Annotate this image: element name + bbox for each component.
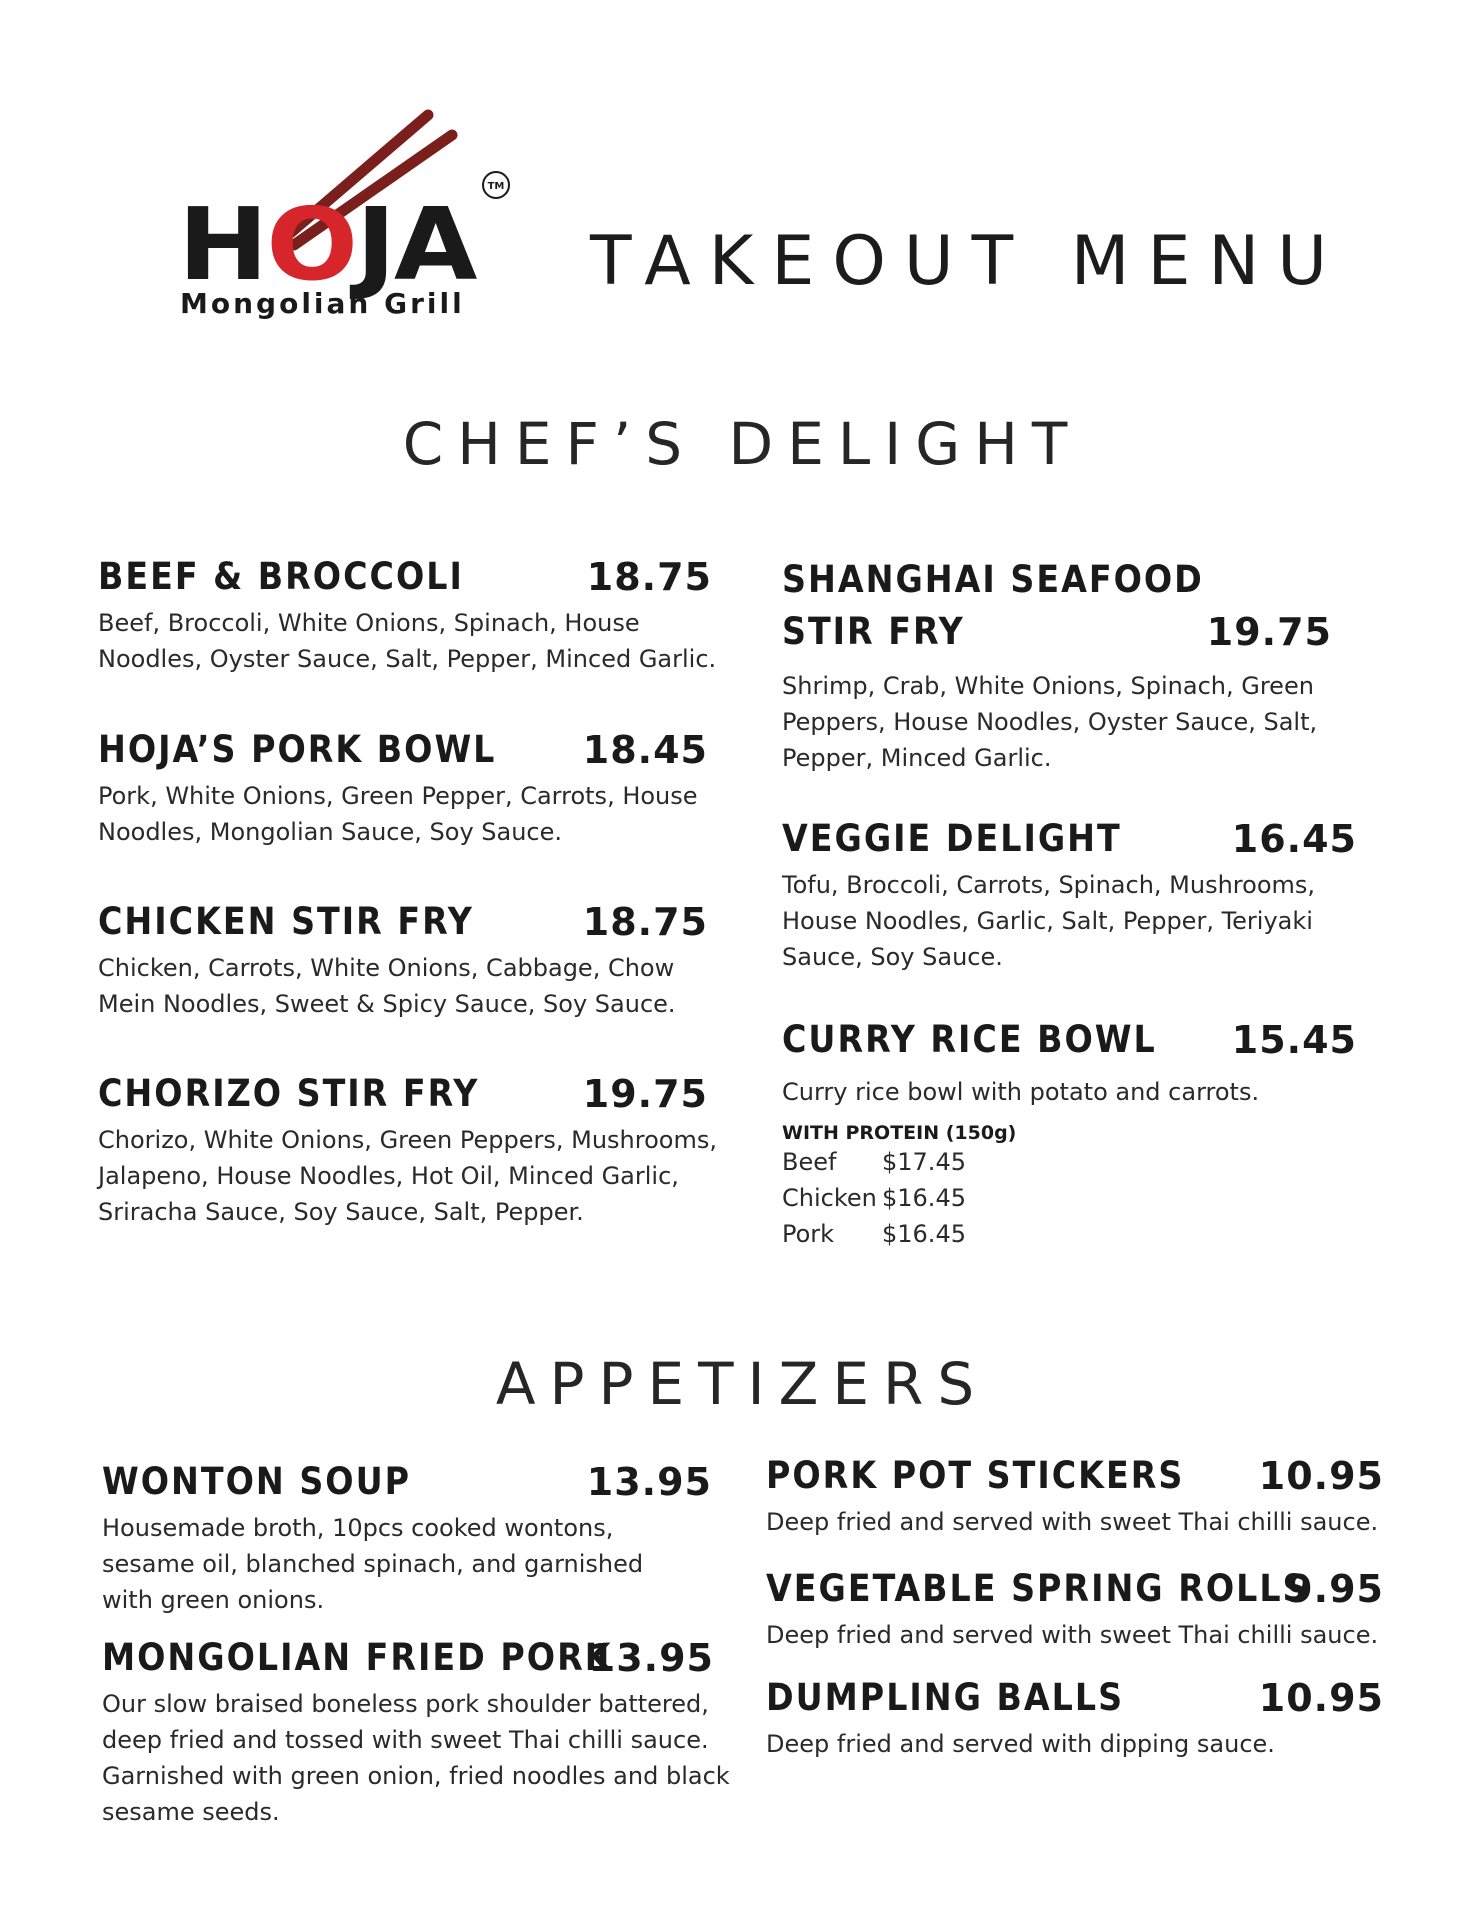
item-description: Deep fried and served with dipping sauce. <box>766 1730 1275 1758</box>
protein-price: $17.45 <box>882 1148 966 1176</box>
protein-option-pork <box>782 1216 1357 1252</box>
menu-item-mongolian-fried-pork <box>102 1636 730 1830</box>
item-price: 10.95 <box>1258 1676 1384 1720</box>
menu-item-shanghai-seafood <box>782 558 1352 776</box>
protein-options-list <box>782 1144 1357 1252</box>
item-description: Pork, White Onions, Green Pepper, Carrots, House Noodles, Mongolian Sauce, Soy Sauce. <box>98 782 698 846</box>
item-name: VEGGIE DELIGHT <box>782 817 1122 860</box>
item-price: 18.75 <box>582 900 708 944</box>
menu-item-beef-broccoli <box>98 555 717 677</box>
protein-name: Chicken <box>782 1184 877 1212</box>
item-name-line-2: STIR FRY <box>782 610 965 653</box>
item-description: Housemade broth, 10pcs cooked wontons, sesame oil, blanched spinach, and garnished with green onions. <box>102 1514 644 1614</box>
item-name: HOJA’S PORK BOWL <box>98 728 497 771</box>
item-name: DUMPLING BALLS <box>766 1676 1125 1719</box>
item-price: 16.45 <box>1231 817 1357 861</box>
logo-subtitle: Mongolian Grill <box>180 287 465 320</box>
item-name: MONGOLIAN FRIED PORK <box>102 1636 613 1679</box>
item-name: PORK POT STICKERS <box>766 1454 1185 1497</box>
item-description: Beef, Broccoli, White Onions, Spinach, House Noodles, Oyster Sauce, Salt, Pepper, Minced Garlic. <box>98 609 717 673</box>
item-description: Chorizo, White Onions, Green Peppers, Mushrooms, Jalapeno, House Noodles, Hot Oil, Minced Garlic, Sriracha Sauce, Soy Sauce, Salt, Pepper. <box>98 1126 717 1226</box>
menu-item-curry-rice-bowl <box>782 1018 1357 1252</box>
menu-item-pork-bowl <box>98 728 708 850</box>
item-description: Chicken, Carrots, White Onions, Cabbage, Chow Mein Noodles, Sweet & Spicy Sauce, Soy Sauce. <box>98 954 676 1018</box>
item-name: BEEF & BROCCOLI <box>98 555 464 598</box>
item-price: 19.75 <box>582 1072 708 1116</box>
item-name-line-1: SHANGHAI SEAFOOD <box>782 558 1204 601</box>
item-description: Our slow braised boneless pork shoulder battered, deep fried and tossed with sweet Thai chilli sauce. Garnished with green onion, fried noodles and black sesame seeds. <box>102 1690 730 1826</box>
logo-wordmark <box>178 186 476 303</box>
item-name: CHORIZO STIR FRY <box>98 1072 480 1115</box>
item-name: VEGETABLE SPRING ROLLS <box>766 1567 1309 1610</box>
protein-price: $16.45 <box>882 1220 966 1248</box>
item-name: WONTON SOUP <box>102 1460 412 1503</box>
item-price: 13.95 <box>588 1636 714 1680</box>
page-title: TAKEOUT MENU <box>590 222 1346 301</box>
menu-item-vegetable-spring-rolls <box>766 1567 1384 1653</box>
protein-option-chicken <box>782 1180 1357 1216</box>
item-name: CHICKEN STIR FRY <box>98 900 474 943</box>
menu-item-veggie-delight <box>782 817 1357 975</box>
item-description: Tofu, Broccoli, Carrots, Spinach, Mushrooms, House Noodles, Garlic, Salt, Pepper, Teriyaki Sauce, Soy Sauce. <box>782 871 1316 971</box>
item-price: 13.95 <box>586 1460 712 1504</box>
item-price: 18.45 <box>582 728 708 772</box>
section-title-appetizers: APPETIZERS <box>495 1350 989 1418</box>
protein-name: Beef <box>782 1148 837 1176</box>
item-description: Deep fried and served with sweet Thai chilli sauce. <box>766 1621 1379 1649</box>
item-price: 18.75 <box>586 555 712 599</box>
hoja-logo <box>170 105 530 335</box>
menu-item-wonton-soup <box>102 1460 712 1618</box>
trademark-badge: TM <box>482 171 510 199</box>
item-price: 9.95 <box>1286 1567 1384 1611</box>
protein-name: Pork <box>782 1220 835 1248</box>
logo-wordmark-text: HOJA <box>178 186 476 303</box>
item-description: Curry rice bowl with potato and carrots. <box>782 1078 1260 1106</box>
menu-item-pork-pot-stickers <box>766 1454 1384 1540</box>
menu-item-dumpling-balls <box>766 1676 1384 1762</box>
item-description: Deep fried and served with sweet Thai chilli sauce. <box>766 1508 1379 1536</box>
item-price: 10.95 <box>1258 1454 1384 1498</box>
menu-item-chicken-stir-fry <box>98 900 708 1022</box>
item-price: 15.45 <box>1231 1018 1357 1062</box>
item-name: CURRY RICE BOWL <box>782 1018 1157 1061</box>
protein-options-title: WITH PROTEIN (150g) <box>782 1122 1017 1144</box>
section-title-chefs-delight: CHEF’S DELIGHT <box>402 410 1082 478</box>
item-description: Shrimp, Crab, White Onions, Spinach, Green Peppers, House Noodles, Oyster Sauce, Salt, Pepper, Minced Garlic. <box>782 672 1318 772</box>
protein-option-beef <box>782 1144 1357 1180</box>
item-price: 19.75 <box>1206 610 1332 654</box>
menu-item-chorizo-stir-fry <box>98 1072 717 1230</box>
protein-price: $16.45 <box>882 1184 966 1212</box>
